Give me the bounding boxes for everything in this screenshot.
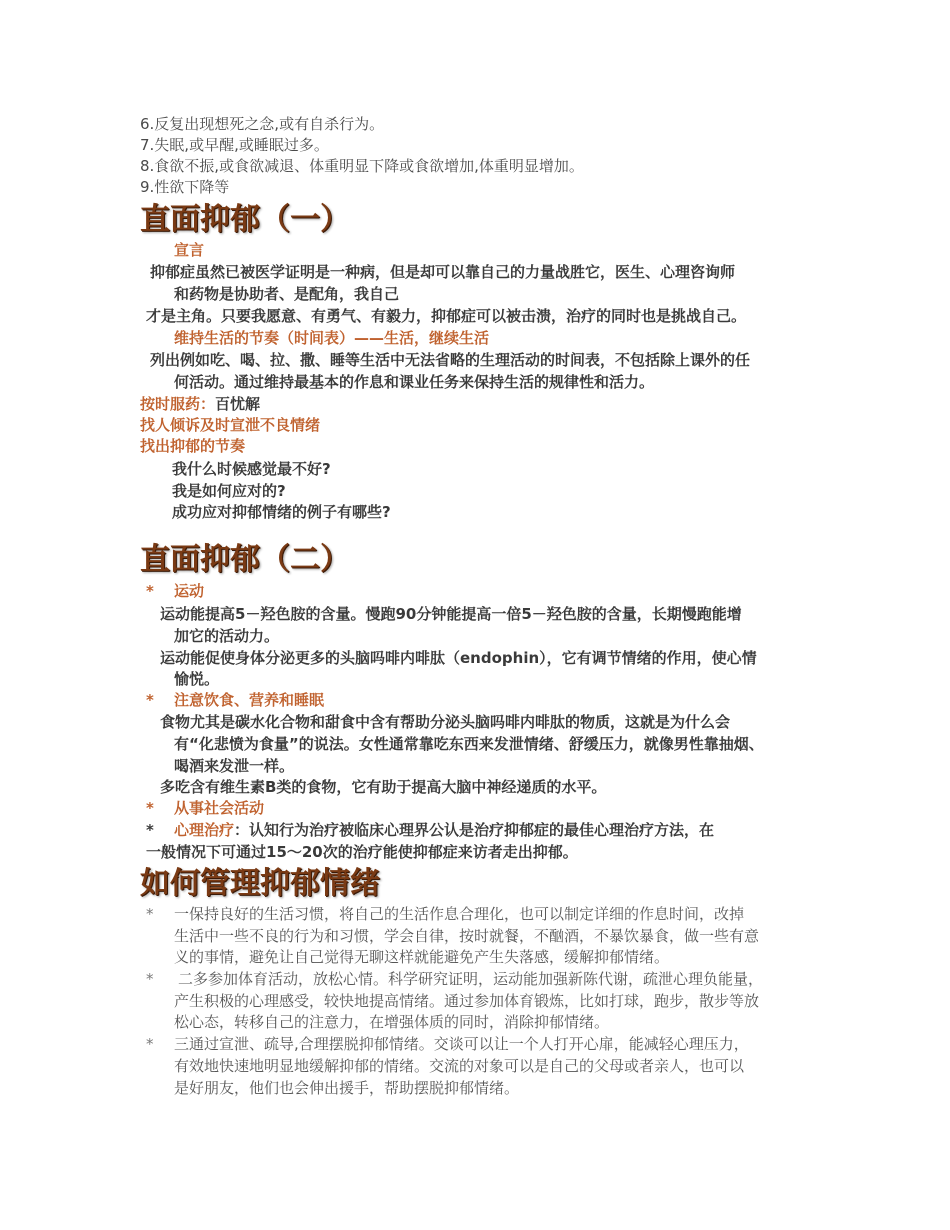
rhythm-line-2: 何活动。通过维持最基本的作息和课业任务来保持生活的规律性和活力。 bbox=[174, 373, 655, 391]
manage-item-1-line-1: 一保持良好的生活习惯，将自己的生活作息合理化，也可以制定详细的作息时间，改掉 bbox=[174, 905, 745, 923]
exercise-line-3: 运动能促使身体分泌更多的头脑吗啡内啡肽（endophin），它有调节情绪的作用，使心情 bbox=[160, 649, 757, 667]
declaration-title: 宣言 bbox=[174, 241, 205, 259]
diet-line-4: 多吃含有维生素B类的食物，它有助于提高大脑中神经递质的水平。 bbox=[160, 778, 607, 796]
bullet-star: * bbox=[146, 691, 154, 709]
diet-title: 注意饮食、营养和睡眠 bbox=[174, 691, 325, 709]
list-item-6: 6.反复出现想死之念,或有自杀行为。 bbox=[140, 115, 385, 133]
diet-line-2: 有“化悲愤为食量”的说法。女性通常靠吃东西来发泄情绪、舒缓压力，就像男性靠抽烟、 bbox=[174, 735, 764, 753]
declaration-line-3: 才是主角。只要我愿意、有勇气、有毅力，抑郁症可以被击溃，治疗的同时也是挑战自己。 bbox=[146, 307, 747, 325]
question-3: 成功应对抑郁情绪的例子有哪些? bbox=[172, 503, 391, 521]
diet-line-1: 食物尤其是碳水化合物和甜食中含有帮助分泌头脑吗啡内啡肽的物质，这就是为什么会 bbox=[160, 713, 731, 731]
list-item-8: 8.食欲不振,或食欲减退、体重明显下降或食欲增加,体重明显增加。 bbox=[140, 157, 584, 175]
bullet-star: * bbox=[146, 582, 154, 600]
manage-item-2-line-2: 产生积极的心理感受，较快地提高情绪。通过参加体育锻炼，比如打球，跑步，散步等放 bbox=[174, 992, 760, 1010]
rhythm-title: 维持生活的节奏（时间表）——生活，继续生活 bbox=[174, 329, 490, 347]
bullet-star: * bbox=[146, 970, 154, 988]
section-heading-1: 直面抑郁（一） bbox=[140, 202, 350, 237]
exercise-title: 运动 bbox=[174, 582, 205, 600]
manage-item-3-line-1: 三通过宣泄、疏导,合理摆脱抑郁情绪。交谈可以让一个人打开心扉，能减轻心理压力， bbox=[174, 1035, 749, 1053]
exercise-line-2: 加它的活动力。 bbox=[174, 627, 280, 645]
manage-item-1-line-2: 生活中一些不良的行为和习惯，学会自律，按时就餐，不酗酒，不暴饮暴食，做一些有意 bbox=[174, 927, 760, 945]
bullet-star: * bbox=[146, 799, 154, 817]
medicine-line bbox=[140, 394, 260, 415]
manage-item-3-line-3: 是好朋友，他们也会伸出援手，帮助摆脱抑郁情绪。 bbox=[174, 1079, 520, 1097]
diet-line-3: 喝酒来发泄一样。 bbox=[174, 757, 295, 775]
medicine-label: 按时服药： bbox=[140, 395, 216, 413]
declaration-line-1: 抑郁症虽然已被医学证明是一种病，但是却可以靠自己的力量战胜它，医生、心理咨询师 bbox=[150, 263, 736, 281]
talk-line: 找人倾诉及时宣泄不良情绪 bbox=[140, 416, 321, 434]
find-rhythm-line: 找出抑郁的节奏 bbox=[140, 437, 246, 455]
manage-item-2-line-3: 松心态，转移自己的注意力，在增强体质的同时，消除抑郁情绪。 bbox=[174, 1013, 610, 1031]
bullet-star: * bbox=[146, 1035, 154, 1053]
exercise-line-1: 运动能提高5－羟色胺的含量。慢跑90分钟能提高一倍5－羟色胺的含量，长期慢跑能增 bbox=[160, 605, 742, 623]
therapy-text: ：认知行为治疗被临床心理界公认是治疗抑郁症的最佳心理治疗方法，在 bbox=[234, 821, 715, 839]
question-1: 我什么时候感觉最不好? bbox=[172, 460, 331, 478]
manage-item-1-line-3: 义的事情，避免让自己觉得无聊这样就能避免产生失落感，缓解抑郁情绪。 bbox=[174, 948, 670, 966]
bullet-star: * bbox=[146, 905, 154, 923]
list-item-9: 9.性欲下降等 bbox=[140, 178, 230, 196]
exercise-line-4: 愉悦。 bbox=[174, 670, 220, 688]
manage-item-2-line-1: 二多参加体育活动，放松心情。科学研究证明，运动能加强新陈代谢，疏泄心理负能量， bbox=[178, 970, 764, 988]
section-heading-2: 直面抑郁（二） bbox=[140, 542, 350, 577]
bullet-star: * bbox=[146, 821, 154, 839]
declaration-line-2: 和药物是协助者、是配角，我自己 bbox=[174, 285, 400, 303]
therapy-title: 心理治疗 bbox=[174, 821, 235, 839]
question-2: 我是如何应对的? bbox=[172, 482, 286, 500]
therapy-line-2: 一般情况下可通过15～20次的治疗能使抑郁症来访者走出抑郁。 bbox=[146, 843, 578, 861]
manage-item-3-line-2: 有效地快速地明显地缓解抑郁的情绪。交流的对象可以是自己的父母或者亲人，也可以 bbox=[174, 1057, 745, 1075]
list-item-7: 7.失眠,或早醒,或睡眠过多。 bbox=[140, 136, 329, 154]
therapy-line bbox=[174, 820, 714, 841]
rhythm-line-1: 列出例如吃、喝、拉、撒、睡等生活中无法省略的生理活动的时间表，不包括除上课外的任 bbox=[150, 351, 751, 369]
medicine-value: 百忧解 bbox=[215, 395, 261, 413]
section-heading-3: 如何管理抑郁情绪 bbox=[140, 866, 380, 901]
social-title: 从事社会活动 bbox=[174, 799, 265, 817]
